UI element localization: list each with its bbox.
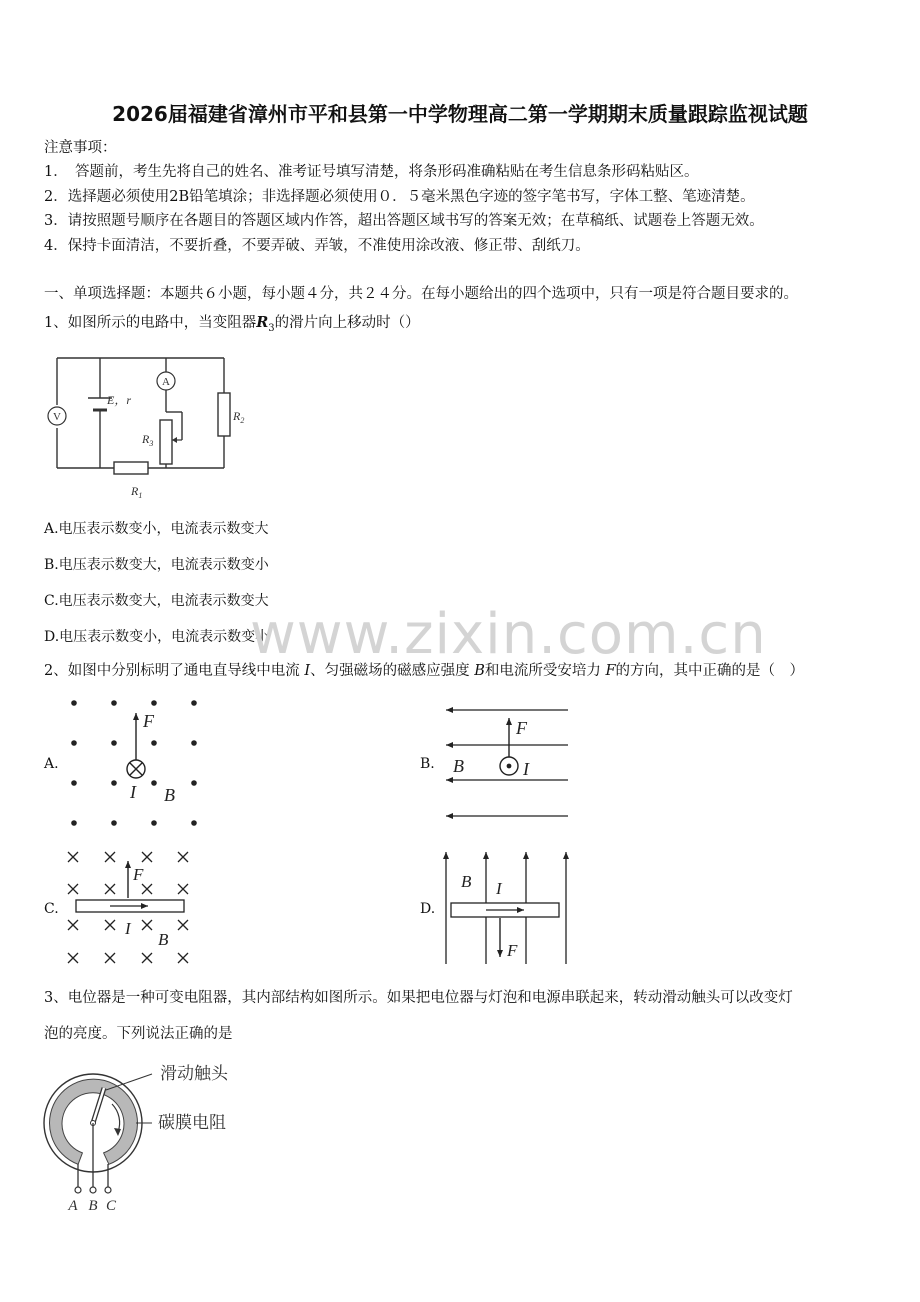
voltmeter-label: V <box>53 411 61 423</box>
question-2-stem: 2、如图中分别标明了通电直导线中电流 I、匀强磁场的磁感应强度 B和电流所受安培力 F的方向，其中正确的是（ ） <box>44 663 805 679</box>
r2-label: $R_2$ <box>233 409 245 425</box>
label-I: I <box>496 879 502 898</box>
label-I: I <box>125 919 131 938</box>
label-I: I <box>523 759 529 779</box>
ammeter-label: A <box>162 376 170 388</box>
source-label: E，r <box>107 393 132 407</box>
notice-item: 4．保持卡面清洁，不要折叠，不要弄破、弄皱，不准使用涂改液、修正带、刮纸刀。 <box>44 238 590 254</box>
terminal-c-label: C <box>105 1198 117 1214</box>
film-label: 碳膜电阻 <box>158 1113 226 1132</box>
label-B: B <box>453 756 464 776</box>
terminal-a-label: A <box>68 1198 78 1214</box>
q2-option-a-label[interactable]: A. <box>44 756 59 772</box>
watermark: www.zixin.com.cn <box>250 602 767 667</box>
q2-option-c-label[interactable]: C. <box>44 901 59 917</box>
label-I: I <box>130 782 136 802</box>
notice-item: 2．选择题必须使用2B铅笔填涂；非选择题必须使用０．５毫米黑色字迹的签字笔书写，字体工整、笔迹清楚。 <box>44 189 755 205</box>
option-b[interactable]: B.电压表示数变大，电流表示数变小 <box>44 557 269 573</box>
label-F: F <box>133 865 144 884</box>
question-1-stem: 1、如图所示的电路中，当变阻器$R_3$的滑片向上移动时（） <box>44 314 420 334</box>
option-c[interactable]: C.电压表示数变大，电流表示数变大 <box>44 593 269 609</box>
label-B: B <box>461 872 472 891</box>
option-a[interactable]: A.电压表示数变小，电流表示数变大 <box>44 521 269 537</box>
terminal-c <box>105 1187 111 1193</box>
slider-label: 滑动触头 <box>160 1064 228 1083</box>
r1-label: $R_1$ <box>131 484 143 500</box>
question-3-stem-line1: 3、电位器是一种可变电阻器，其内部结构如图所示。如果把电位器与灯泡和电源串联起来，转动滑动触头可以改变灯 <box>44 990 793 1006</box>
label-F: F <box>507 941 518 960</box>
notice-item: 3．请按照题号顺序在各题目的答题区域内作答，超出答题区域书写的答案无效；在草稿纸、试题卷上答题无效。 <box>44 213 764 229</box>
terminal-a <box>75 1187 81 1193</box>
notice-heading: 注意事项： <box>44 140 117 156</box>
label-B: B <box>164 785 175 805</box>
terminal-b-label: B <box>88 1198 98 1214</box>
question-3-stem-line2: 泡的亮度。下列说法正确的是 <box>44 1026 233 1042</box>
notice-item: 1． 答题前，考生先将自己的姓名、准考证号填写清楚，将条形码准确粘贴在考生信息条形码粘贴区。 <box>44 164 699 180</box>
label-B: B <box>158 930 169 949</box>
r3-label: $R_3$ <box>142 432 154 448</box>
page-title: 2026届福建省漳州市平和县第一中学物理高二第一学期期末质量跟踪监视试题 <box>112 102 808 126</box>
label-F: F <box>516 718 527 738</box>
label-F: F <box>143 711 154 731</box>
section-heading: 一、单项选择题：本题共６小题，每小题４分，共２４分。在每小题给出的四个选项中，只有一项是符合题目要求的。 <box>44 286 798 302</box>
option-d[interactable]: D.电压表示数变小，电流表示数变小 <box>44 629 270 645</box>
q2-option-b-label[interactable]: B. <box>420 756 435 772</box>
q2-option-d-label[interactable]: D. <box>420 901 436 917</box>
terminal-b <box>90 1187 96 1193</box>
